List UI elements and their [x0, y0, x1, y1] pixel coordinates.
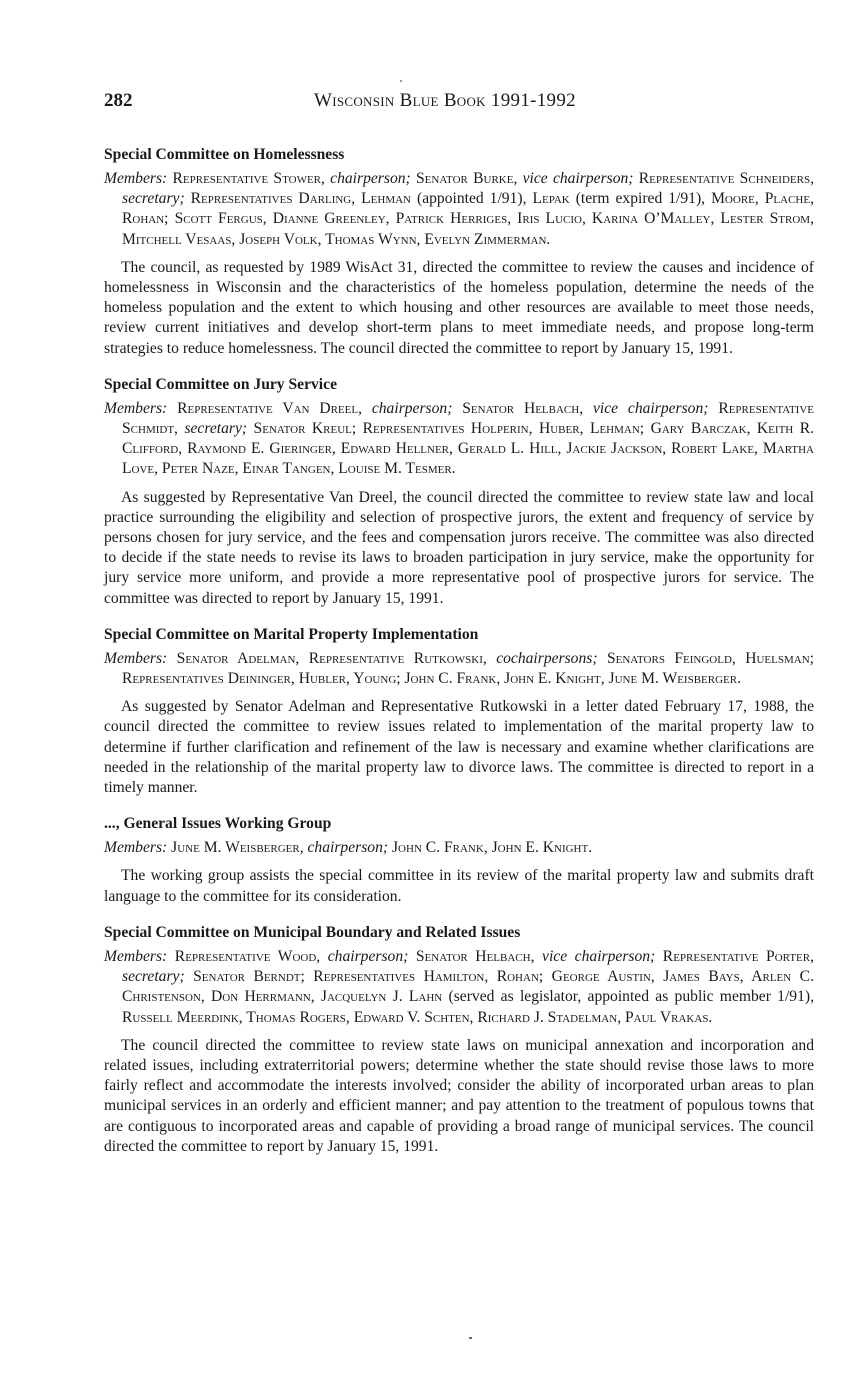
- members-segment: Russell Meerdink, Thomas Rogers, Edward V. Schten, Richard J. Stadelman, Paul Vrakas.: [122, 1008, 713, 1026]
- members-segment: (term expired 1/91),: [575, 190, 712, 208]
- members-label: Members:: [104, 947, 168, 965]
- committee-heading: Special Committee on Marital Property Implementation: [104, 625, 479, 643]
- members-segment: Senator Burke,: [415, 170, 523, 187]
- members-segment: Senator Helbach,: [415, 947, 543, 965]
- members-segment: Representatives Darling, Lehman: [190, 190, 417, 208]
- committee-section: [104, 145, 814, 359]
- members-label: Members:: [104, 399, 168, 417]
- members-segment: secretary;: [122, 190, 191, 208]
- members-segment: Senator Helbach,: [462, 399, 593, 417]
- committee-section: [104, 814, 814, 907]
- committee-section: [104, 625, 814, 798]
- members-list: [104, 947, 814, 1028]
- members-segment: Lepak: [532, 190, 576, 208]
- members-segment: secretary;: [122, 968, 194, 986]
- running-head: [104, 90, 814, 126]
- members-segment: chairperson;: [307, 839, 392, 857]
- committee-description: As suggested by Representative Van Dreel, the council directed the committee to review state law and local practice surrounding the eligibility and selection of prospective jurors, the extent and frequency of service by persons chosen for jury service, and the fees and compensation jurors receive. The committee was also directed to decide if the state needs to revise its laws to broaden participation in jury service, make the opportunity for jury service more uniform, and provide a more representative pool of prospective jurors for service. The committee was directed to report by January 15, 1991.: [104, 488, 814, 607]
- members-segment: (served as legislator, appointed as public member 1/91),: [448, 988, 814, 1006]
- members-segment: secretary;: [184, 420, 254, 438]
- members-segment: vice chairperson;: [522, 170, 639, 187]
- committee-description: As suggested by Senator Adelman and Representative Rutkowski in a letter dated February 17, 1988, the council directed the committee to review issues related to implementation of the marital property law to determine if further clarification and refinement of the law is necessary and examine whether clarifications are needed in the relationship of the marital property law to divorce laws. The committee is directed to report in a timely manner.: [104, 698, 814, 797]
- committee-heading: Special Committee on Municipal Boundary and Related Issues: [104, 923, 521, 941]
- members-segment: Senators Feingold, Huelsman; Representatives Deininger, Hubler, Young; John C. Frank, John E. Knight, June M. Weisberger.: [122, 649, 814, 688]
- committee-section: [104, 375, 814, 609]
- members-segment: Representative Stower,: [172, 170, 331, 187]
- members-segment: June M. Weisberger,: [171, 839, 308, 857]
- members-segment: Senator Kreul; Representatives Holperin, Huber, Lehman; Gary Barczak, Keith R. Clifford, Raymond E. Gieringer, Edward Hellner, Gerald L. Hill, Jackie Jackson, Robert Lake, Martha Love, Peter Naze, Einar Tangen, Louise M. Tesmer.: [122, 420, 814, 478]
- scan-speck: [469, 1337, 472, 1339]
- members-segment: cochairpersons;: [496, 649, 607, 667]
- members-segment: Moore, Plache, Rohan; Scott Fergus, Dianne Greenley, Patrick Herriges, Iris Lucio, Karina O’Malley, Lester Strom, Mitchell Vesaas, Joseph Volk, Thomas Wynn, Evelyn Zimmerman.: [122, 190, 814, 248]
- members-list: [104, 399, 814, 480]
- committee-heading: Special Committee on Jury Service: [104, 375, 337, 393]
- committee-heading: ..., General Issues Working Group: [104, 815, 332, 833]
- members-label: Members:: [104, 170, 168, 187]
- sections: [104, 145, 814, 1157]
- book-title: Wisconsin Blue Book 1991-1992: [314, 90, 576, 111]
- scan-speck: [400, 80, 402, 82]
- page: [104, 90, 814, 1157]
- committee-description: The council directed the committee to review state laws on municipal annexation and incorporation and related issues, including extraterritorial powers; determine whether the state should revise those laws to more fairly reflect and accommodate the interests involved; consider the ability of incorporated urban areas to plan municipal services in an orderly and efficient manner; and pay attention to the treatment of populous towns that are contiguous to incorporated areas and capable of providing a broad range of municipal services. The council directed the committee to report by January 15, 1991.: [104, 1036, 814, 1155]
- members-segment: Senator Adelman, Representative Rutkowski,: [176, 649, 497, 667]
- members-segment: Representative Van Dreel,: [177, 399, 372, 417]
- members-list: [104, 649, 814, 689]
- members-segment: Representative Wood,: [174, 947, 328, 965]
- members-list: [104, 838, 814, 858]
- members-label: Members:: [104, 649, 168, 667]
- committee-section: [104, 923, 814, 1157]
- members-segment: Representative Schmidt,: [122, 399, 814, 438]
- members-segment: vice chairperson;: [542, 947, 663, 965]
- members-segment: Representative Porter,: [662, 947, 814, 965]
- members-segment: chairperson;: [371, 399, 463, 417]
- members-label: Members:: [104, 839, 168, 857]
- members-segment: vice chairperson;: [592, 399, 719, 417]
- members-segment: John C. Frank, John E. Knight.: [391, 839, 593, 857]
- members-segment: chairperson;: [330, 170, 416, 187]
- page-number: 282: [104, 90, 133, 111]
- members-list: [104, 169, 814, 250]
- committee-heading: Special Committee on Homelessness: [104, 146, 345, 163]
- members-segment: chairperson;: [327, 947, 416, 965]
- members-segment: Representative Schneiders,: [638, 170, 814, 187]
- members-segment: Senator Berndt; Representatives Hamilton, Rohan; George Austin, James Bays, Arlen C. Christenson, Don Herrmann, Jacquelyn J. Lahn: [122, 968, 814, 1006]
- committee-description: The working group assists the special committee in its review of the marital property law and submits draft language to the committee for its consideration.: [104, 867, 814, 905]
- members-segment: (appointed 1/91),: [417, 190, 533, 208]
- committee-description: The council, as requested by 1989 WisAct 31, directed the committee to review the causes and incidence of homelessness in Wisconsin and the characteristics of the homeless population, determine the needs of the homeless population and the extent to which housing and other resources are available to meet those needs, review current initiatives and develop short-term plans to meet immediate needs, and propose long-term strategies to reduce homelessness. The council directed the committee to report by January 15, 1991.: [104, 258, 814, 357]
